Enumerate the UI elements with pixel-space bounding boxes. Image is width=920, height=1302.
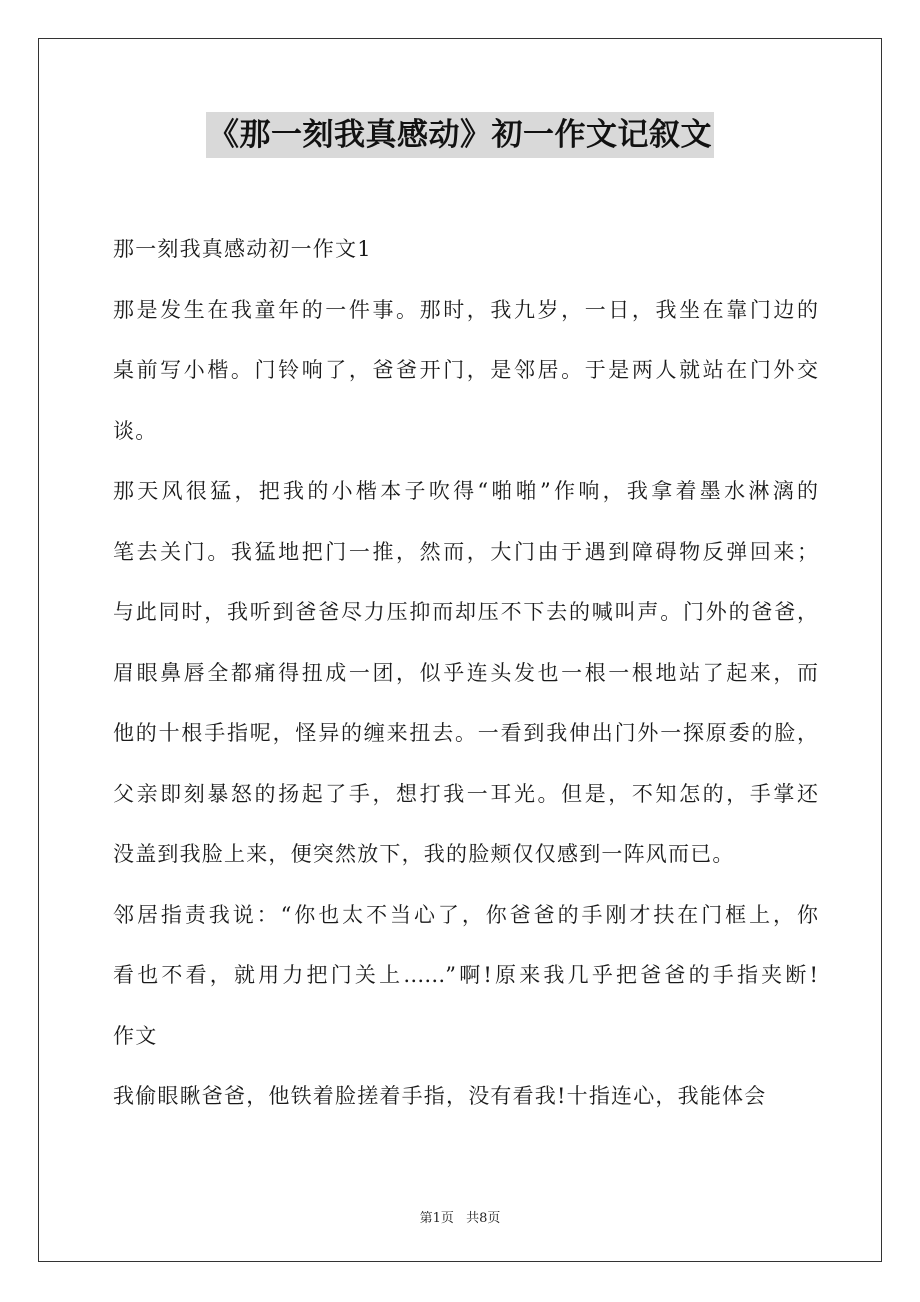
section-heading: 那一刻我真感动初一作文1 (113, 237, 372, 261)
paragraph-line: 谈。 (113, 418, 158, 443)
document-title: 《那一刻我真感动》初一作文记叙文 (206, 112, 714, 158)
paragraph-line: 他的十根手指呢，怪异的缠来扭去。一看到我伸出门外一探原委的脸， (113, 721, 818, 745)
paragraph-line: 笔去关门。我猛地把门一推，然而，大门由于遇到障碍物反弹回来； (113, 539, 818, 564)
paragraph-line: 看也不看，就用力把门关上……”啊!原来我几乎把爸爸的手指夹断! (113, 963, 818, 987)
paragraph-line: 没盖到我脸上来，便突然放下，我的脸颊仅仅感到一阵风而已。 (113, 842, 735, 866)
page-total: 共8页 (466, 1211, 501, 1226)
paragraph-line: 邻居指责我说：“你也太不当心了，你爸爸的手刚才扶在门框上，你 (113, 902, 818, 927)
page-footer (0, 1207, 920, 1226)
page-number: 第1页 (419, 1211, 454, 1226)
paragraph-line: 作文 (113, 1023, 158, 1048)
paragraph-line: 眉眼鼻唇全都痛得扭成一团，似乎连头发也一根一根地站了起来，而 (113, 660, 818, 685)
paragraph-line: 父亲即刻暴怒的扬起了手，想打我一耳光。但是，不知怎的，手掌还 (113, 781, 818, 806)
paragraph-line: 与此同时，我听到爸爸尽力压抑而却压不下去的喊叫声。门外的爸爸， (113, 600, 818, 624)
paragraph-line: 那天风很猛，把我的小楷本子吹得“啪啪”作响，我拿着墨水淋漓的 (113, 479, 818, 503)
paragraph-line: 桌前写小楷。门铃响了，爸爸开门，是邻居。于是两人就站在门外交 (113, 358, 818, 382)
title-container (0, 112, 920, 158)
document-body (113, 228, 818, 1136)
paragraph-line: 我偷眼瞅爸爸，他铁着脸搓着手指，没有看我!十指连心，我能体会 (113, 1084, 767, 1108)
paragraph-line: 那是发生在我童年的一件事。那时，我九岁，一日，我坐在靠门边的 (113, 297, 818, 322)
